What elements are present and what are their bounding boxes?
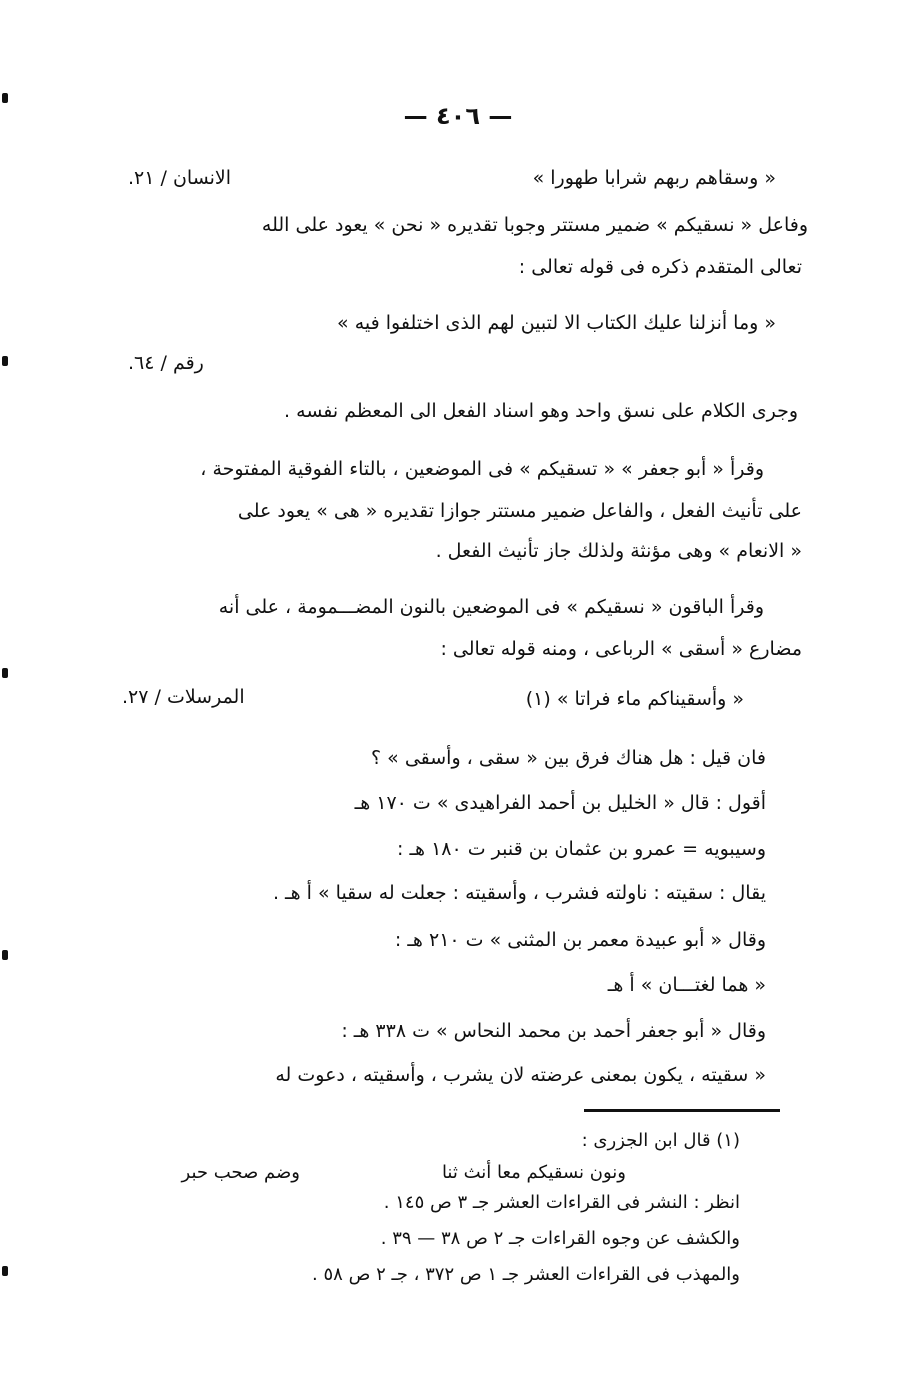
quran-verse-2: « وما أنزلنا عليك الكتاب الا لتبين لهم الذى اختلفوا فيه »: [337, 312, 776, 334]
body-line-8: « الانعام » وهى مؤنثة ولذلك جاز تأنيث الفعل .: [435, 540, 802, 562]
scan-speck: [2, 1266, 8, 1276]
verse-3-reference: المرسلات / ٢٧.: [122, 686, 245, 708]
quran-verse-1: « وسقاهم ربهم شرابا طهورا »: [532, 167, 776, 189]
body-line-6: وقرأ « أبو جعفر » « تسقيكم » فى الموضعين ، بالتاء الفوقية المفتوحة ،: [200, 458, 764, 480]
scan-speck: [2, 356, 8, 366]
body-line-5: وجرى الكلام على نسق واحد وهو اسناد الفعل الى المعظم نفسه .: [284, 400, 798, 422]
body-line-10: مضارع « أسقى » الرباعى ، ومنه قوله تعالى :: [440, 638, 802, 660]
footnote-verse-part-1: ونون نسقيكم معا أنث ثنا: [441, 1162, 626, 1183]
body-line-2: وفاعل « نسقيكم » ضمير مستتر وجوبا تقديره « نحن » يعود على الله: [261, 214, 808, 236]
verse-2-reference: رقم / ٦٤.: [128, 352, 204, 374]
body-line-12: فان قيل : هل هناك فرق بين « سقى ، وأسقى » ؟: [371, 747, 766, 769]
footnote-ref-3: والمهذب فى القراءات العشر جـ ١ ص ٣٧٢ ، جـ ٢ ص ٥٨ .: [312, 1264, 740, 1285]
body-line-7: على تأنيث الفعل ، والفاعل ضمير مستتر جوازا تقديره « هى » يعود على: [237, 500, 802, 522]
scan-speck: [2, 668, 8, 678]
body-line-19: « سقيته ، يكون بمعنى عرضته لان يشرب ، وأسقيته ، دعوت له: [275, 1064, 766, 1086]
body-line-15: يقال : سقيته : ناولته فشرب ، وأسقيته : جعلت له سقيا » أ هـ .: [272, 882, 766, 904]
body-line-14: وسيبويه = عمرو بن عثمان بن قنبر ت ١٨٠ هـ :: [397, 838, 766, 860]
page-number: — ٤٠٦ —: [403, 102, 513, 130]
verse-1-reference: الانسان / ٢١.: [128, 167, 232, 189]
body-line-17: « هما لغتـــان » أ هـ: [607, 974, 766, 996]
scan-speck: [2, 93, 8, 103]
scan-speck: [2, 950, 8, 960]
footnote-1: (١) قال ابن الجزرى :: [581, 1130, 740, 1151]
footnote-verse-part-2: وضم صحب حبر: [181, 1162, 300, 1183]
body-line-3: تعالى المتقدم ذكره فى قوله تعالى :: [518, 256, 802, 278]
body-line-18: وقال « أبو جعفر أحمد بن محمد النحاس » ت ٣٣٨ هـ :: [341, 1020, 766, 1042]
footnote-ref-1: انظر : النشر فى القراءات العشر جـ ٣ ص ١٤٥ .: [383, 1192, 740, 1213]
quran-verse-3: « وأسقيناكم ماء فراتا » (١): [525, 688, 744, 710]
body-line-9: وقرأ الباقون « نسقيكم » فى الموضعين بالنون المضـــمومة ، على أنه: [218, 596, 764, 618]
footnote-separator: [584, 1109, 780, 1112]
footnote-ref-2: والكشف عن وجوه القراءات جـ ٢ ص ٣٨ — ٣٩ .: [380, 1228, 740, 1249]
body-line-13: أقول : قال « الخليل بن أحمد الفراهيدى » ت ١٧٠ هـ: [354, 792, 766, 814]
body-line-16: وقال « أبو عبيدة معمر بن المثنى » ت ٢١٠ هـ :: [394, 929, 766, 951]
